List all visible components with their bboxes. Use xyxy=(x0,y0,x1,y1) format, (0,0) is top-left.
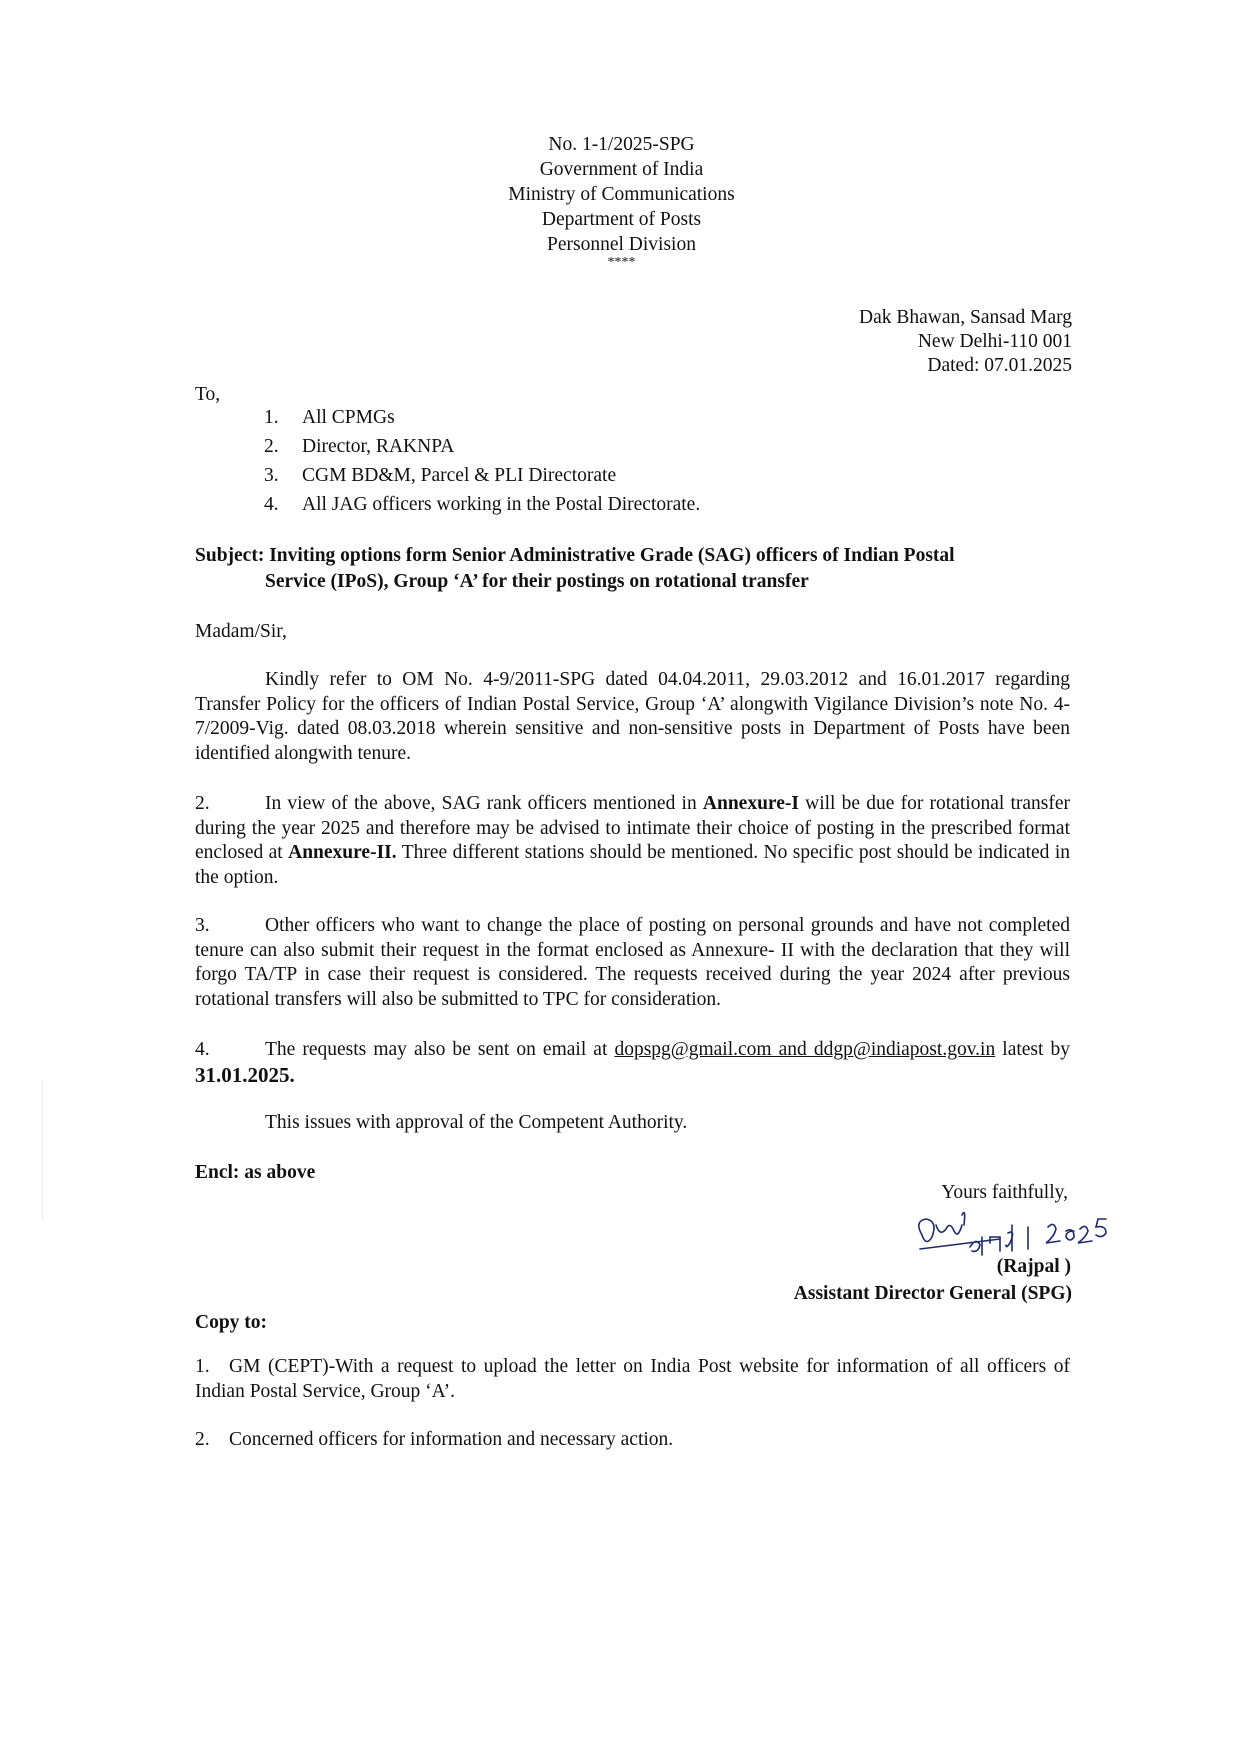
paragraph-1: Kindly refer to OM No. 4-9/2011-SPG dated 04.04.2011, 29.03.2012 and 16.01.2017 regarding Transfer Policy for the officers of Indian Postal Service, Group ‘A’ alongwith Vigilance Division’s note No. 4-7/2009-Vig. dated 08.03.2018 wherein sensitive and non-sensitive posts in Department of Posts have been identified alongwith tenure. xyxy=(195,669,1070,764)
list-item: 3. CGM BD&M, Parcel & PLI Directorate xyxy=(264,465,617,486)
annexure-2-ref: Annexure-II. xyxy=(288,842,397,863)
list-item: 1. All CPMGs xyxy=(264,407,395,428)
signatory-designation: Assistant Director General (SPG) xyxy=(793,1283,1072,1304)
subject-label: Subject: xyxy=(195,545,265,566)
address-line-1: Dak Bhawan, Sansad Marg xyxy=(858,307,1072,328)
list-item: 2. Director, RAKNPA xyxy=(264,436,455,457)
copy-to-label: Copy to: xyxy=(195,1312,268,1333)
enclosure-note: Encl: as above xyxy=(195,1162,316,1183)
paragraph-2: 2. In view of the above, SAG rank officers mentioned in Annexure-I will be due for rotational transfer during the year 2025 and therefore may be advised to intimate their choice of posting in the prescribed format enclosed at Annexure-II. Three different stations should be mentioned. No specific post should be indicated in the option. xyxy=(195,793,1071,888)
subject-text-2: Service (IPoS), Group ‘A’ for their postings on rotational transfer xyxy=(265,571,809,592)
signatory-name: (Rajpal ) xyxy=(996,1256,1071,1277)
scan-artifact xyxy=(42,1080,43,1220)
separator-stars: **** xyxy=(607,255,636,270)
deadline-date: 31.01.2025. xyxy=(195,1062,295,1087)
list-item: 4. All JAG officers working in the Postal Directorate. xyxy=(264,494,701,515)
subject-line xyxy=(195,543,1070,595)
letter-date: Dated: 07.01.2025 xyxy=(927,355,1072,376)
sender-address xyxy=(859,306,1072,378)
address-line-2: New Delhi-110 001 xyxy=(917,331,1072,352)
salutation: Madam/Sir, xyxy=(195,621,287,642)
recipient-list xyxy=(264,403,700,519)
division-name: Personnel Division xyxy=(547,234,696,255)
email-links[interactable]: dopspg@gmail.com and ddgp@indiapost.gov.in xyxy=(614,1039,996,1060)
ministry-name: Ministry of Communications xyxy=(508,184,735,205)
list-item: 1. GM (CEPT)-With a request to upload the letter on India Post website for information of all officers of Indian Postal Service, Group ‘A’. xyxy=(195,1356,1070,1402)
subject-text-1: Inviting options form Senior Administrative Grade (SAG) officers of Indian Postal xyxy=(269,545,955,566)
approval-note: This issues with approval of the Competent Authority. xyxy=(265,1112,688,1133)
closing: Yours faithfully, xyxy=(941,1182,1068,1203)
file-number: No. 1-1/2025-SPG xyxy=(548,134,695,155)
paragraph-3: 3. Other officers who want to change the place of posting on personal grounds and have not completed tenure can also submit their request in the format enclosed as Annexure- II with the declaration that they will forgo TA/TP in case their request is considered. The requests received during the year 2024 after previous rotational transfers will also be submitted to TPC for consideration. xyxy=(195,915,1070,1010)
department-name: Department of Posts xyxy=(541,209,702,230)
annexure-1-ref: Annexure-I xyxy=(702,793,799,814)
list-item: 2. Concerned officers for information and necessary action. xyxy=(195,1429,674,1450)
paragraph-4: 4. The requests may also be sent on email at dopspg@gmail.com and ddgp@indiapost.gov.in latest by 31.01.2025. xyxy=(195,1039,1070,1087)
letterhead xyxy=(0,132,1243,269)
government-name: Government of India xyxy=(539,159,704,180)
to-label: To, xyxy=(195,384,221,405)
